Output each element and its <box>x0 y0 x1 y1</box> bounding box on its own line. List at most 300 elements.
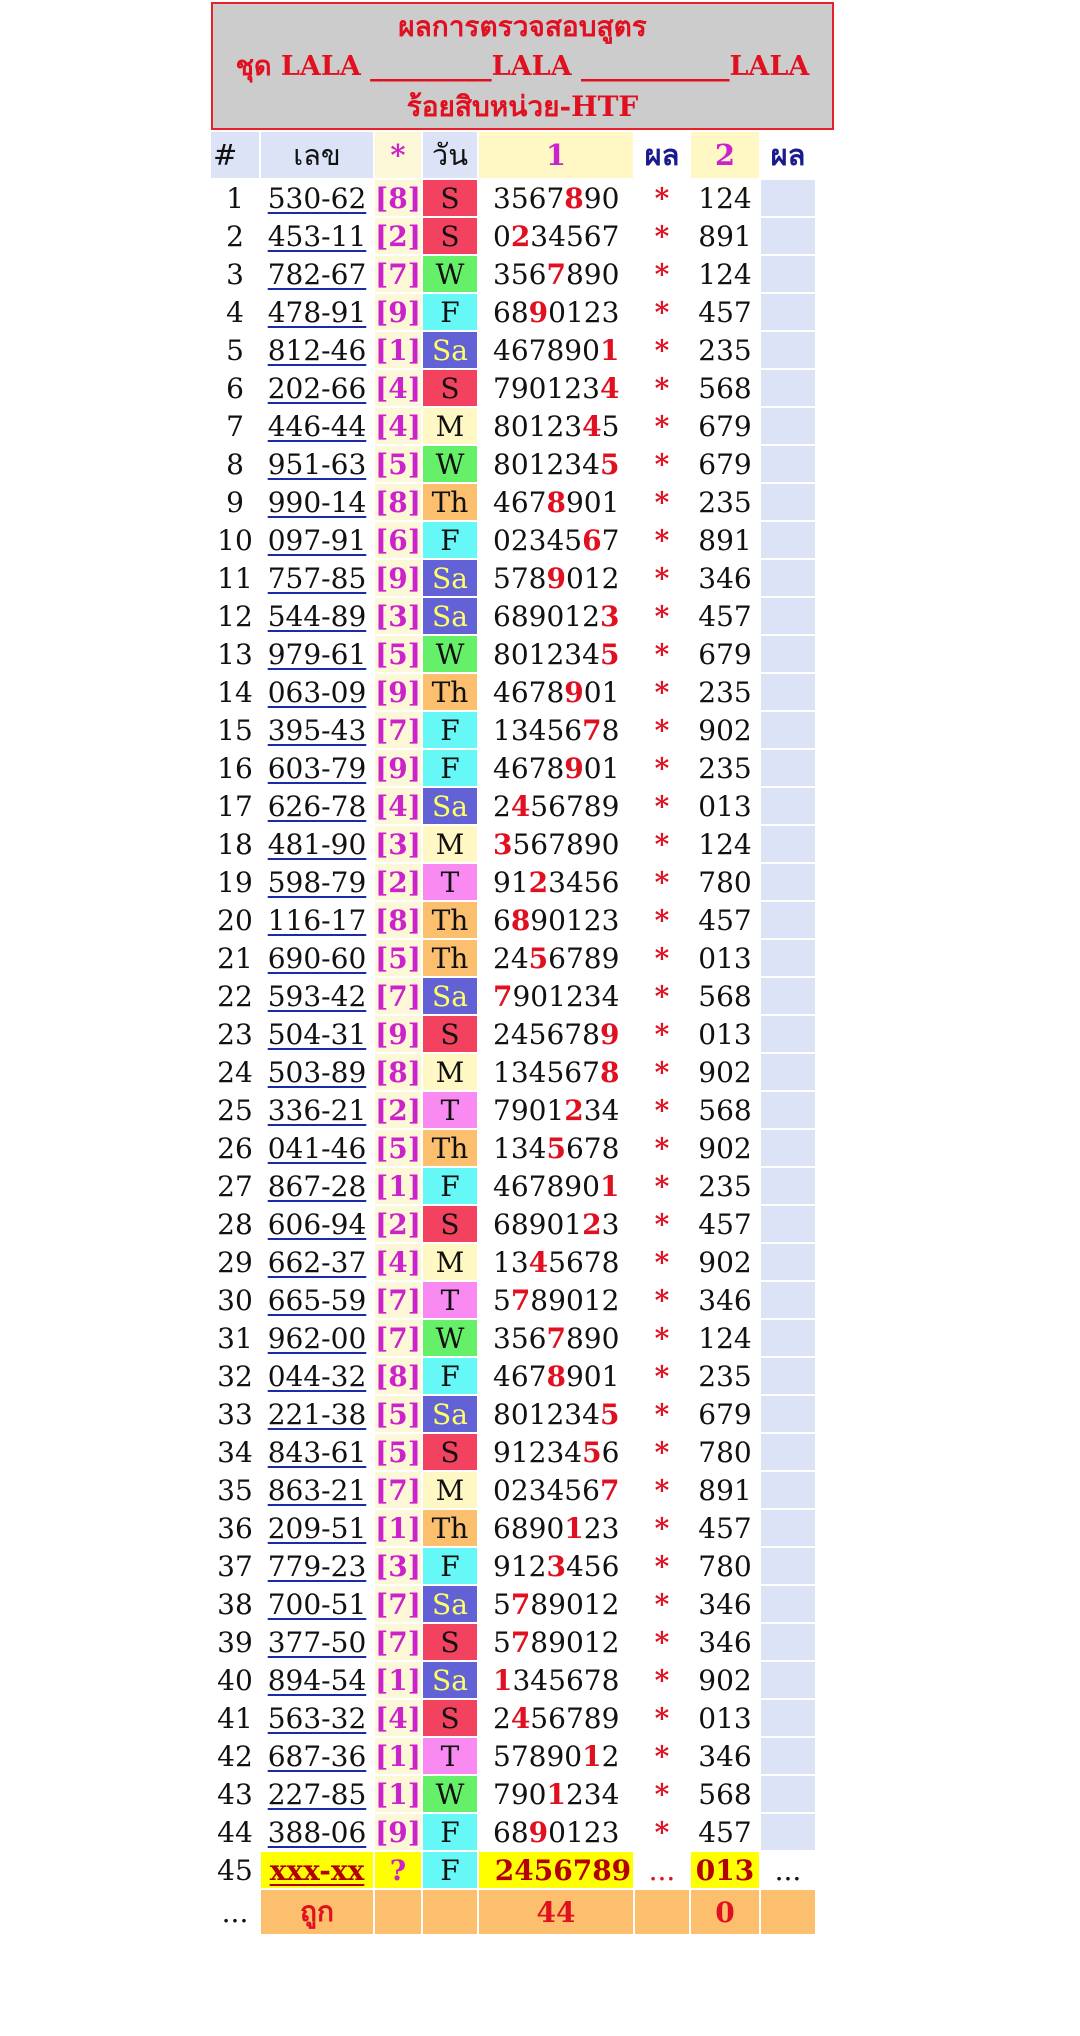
row-index: 40 <box>211 1662 259 1698</box>
row-day: Th <box>423 674 477 710</box>
digit: 5 <box>530 789 549 823</box>
digit: 9 <box>565 485 584 519</box>
row-number[interactable] <box>261 1776 373 1812</box>
table-row <box>211 484 815 520</box>
row-set-2: 679 <box>691 1396 759 1432</box>
row-result-2 <box>761 1168 815 1204</box>
row-number[interactable] <box>261 1586 373 1622</box>
row-day: W <box>423 1320 477 1356</box>
row-number-link[interactable]: 041-46 <box>267 1131 367 1165</box>
digit: 5 <box>510 1321 529 1355</box>
table-row <box>211 522 815 558</box>
row-star: [1] <box>375 1169 421 1203</box>
digit: 5 <box>492 1739 511 1773</box>
digit: 4 <box>492 1169 511 1203</box>
col-header-set-1: 1 <box>479 132 633 178</box>
row-number-link[interactable]: 665-59 <box>267 1283 367 1317</box>
row-day: Th <box>423 940 477 976</box>
digit: 2 <box>546 1397 565 1431</box>
digit: 7 <box>528 1169 547 1203</box>
row-star: [2] <box>375 219 421 253</box>
digit: 6 <box>548 941 566 975</box>
digit: 0 <box>510 409 529 443</box>
digit: 5 <box>492 1283 511 1317</box>
row-set-1 <box>479 370 633 406</box>
digit: 9 <box>548 1283 566 1317</box>
row-number-link[interactable]: 951-63 <box>267 447 367 481</box>
row-number[interactable] <box>261 1472 373 1508</box>
digit: 9 <box>528 599 547 633</box>
digit: 9 <box>548 1587 566 1621</box>
row-index: 1 <box>211 180 259 216</box>
digit: 7 <box>582 1055 600 1089</box>
row-star: [2] <box>375 865 421 899</box>
digit: 5 <box>601 409 620 443</box>
row-number[interactable] <box>261 218 373 254</box>
row-number[interactable] <box>261 788 373 824</box>
digit: 6 <box>565 1663 584 1697</box>
digit: 1 <box>601 1359 620 1393</box>
row-number-link[interactable]: 544-89 <box>267 599 367 633</box>
row-star: [7] <box>375 1587 421 1621</box>
row-number-link[interactable]: 504-31 <box>267 1017 367 1051</box>
digit: 5 <box>583 865 602 899</box>
row-number[interactable] <box>261 1814 373 1850</box>
row-set-2: 457 <box>691 1206 759 1242</box>
table-row <box>211 1624 815 1660</box>
row-number-link[interactable]: 388-06 <box>267 1815 367 1849</box>
title-line-3: ร้อยสิบหน่วย-HTF <box>406 90 639 123</box>
row-index: 36 <box>211 1510 259 1546</box>
row-number-link[interactable]: 563-32 <box>267 1701 367 1735</box>
row-number-link[interactable]: 863-21 <box>267 1473 367 1507</box>
row-result-1: * <box>635 1738 689 1774</box>
digit: 6 <box>546 1017 565 1051</box>
row-set-1 <box>479 1358 633 1394</box>
row-number[interactable] <box>261 256 373 292</box>
row-day: Th <box>423 484 477 520</box>
row-number[interactable] <box>261 1624 373 1660</box>
row-result-1: * <box>635 1358 689 1394</box>
row-set-2: 457 <box>691 1510 759 1546</box>
digit: 5 <box>564 523 583 557</box>
row-number-link[interactable]: 979-61 <box>267 637 367 671</box>
digit: 9 <box>583 1321 602 1355</box>
digit: 0 <box>601 827 620 861</box>
table-row <box>211 218 815 254</box>
hit-digit: 7 <box>510 1283 531 1317</box>
digit: 6 <box>601 865 620 899</box>
digit: 4 <box>601 1777 620 1811</box>
row-number[interactable] <box>261 826 373 862</box>
row-set-1 <box>479 1130 633 1166</box>
row-index: 29 <box>211 1244 259 1280</box>
row-result-1: * <box>635 1662 689 1698</box>
digit: 2 <box>510 1473 529 1507</box>
row-index: 5 <box>211 332 259 368</box>
digit: 2 <box>492 1017 511 1051</box>
digit: 1 <box>510 865 529 899</box>
row-set-2: 891 <box>691 218 759 254</box>
row-number[interactable] <box>261 332 373 368</box>
row-result-1: * <box>635 1054 689 1090</box>
row-result-2 <box>761 1586 815 1622</box>
row-number[interactable] <box>261 864 373 900</box>
row-number[interactable] <box>261 1434 373 1470</box>
row-number[interactable] <box>261 940 373 976</box>
row-index: 4 <box>211 294 259 330</box>
row-number-link[interactable]: 867-28 <box>267 1169 367 1203</box>
row-day: W <box>423 636 477 672</box>
digit: 1 <box>601 751 620 785</box>
row-result-2 <box>761 1396 815 1432</box>
row-set-1 <box>479 902 633 938</box>
digit: 4 <box>528 713 547 747</box>
row-result-1: * <box>635 522 689 558</box>
table-row <box>211 1814 815 1850</box>
hit-digit: 8 <box>564 181 584 215</box>
digit: 0 <box>546 1207 565 1241</box>
digit: 1 <box>510 1435 529 1469</box>
digit: 1 <box>510 1549 529 1583</box>
row-number[interactable] <box>261 446 373 482</box>
row-number[interactable] <box>261 1510 373 1546</box>
digit: 3 <box>564 409 583 443</box>
digit: 0 <box>565 561 584 595</box>
digit: 1 <box>528 409 547 443</box>
digit: 4 <box>601 1093 620 1127</box>
digit: 4 <box>601 979 620 1013</box>
digit: 1 <box>564 1207 583 1241</box>
row-number-link[interactable]: 757-85 <box>267 561 367 595</box>
row-star: [6] <box>375 523 421 557</box>
digit: 4 <box>582 1397 600 1431</box>
row-result-1: * <box>635 902 689 938</box>
row-number[interactable] <box>261 1244 373 1280</box>
row-star: [7] <box>375 1473 421 1507</box>
digit: 3 <box>601 1815 620 1849</box>
digit: 2 <box>601 1587 620 1621</box>
row-number-link[interactable]: 395-43 <box>267 713 367 747</box>
digit: 7 <box>492 1093 511 1127</box>
row-number[interactable] <box>261 712 373 748</box>
digit: 4 <box>546 1473 565 1507</box>
row-number-link[interactable]: 209-51 <box>267 1511 367 1545</box>
row-index: 19 <box>211 864 259 900</box>
row-star: [5] <box>375 1435 421 1469</box>
digit: 0 <box>565 1283 584 1317</box>
digit: 1 <box>546 371 565 405</box>
row-set-2: 013 <box>691 1016 759 1052</box>
row-result-1: * <box>635 598 689 634</box>
digit: 2 <box>601 1739 620 1773</box>
row-set-2: 457 <box>691 902 759 938</box>
row-set-2: 780 <box>691 1434 759 1470</box>
row-number-link[interactable]: 116-17 <box>267 903 367 937</box>
row-result-2 <box>761 446 815 482</box>
row-day: F <box>423 1548 477 1584</box>
row-result-1: * <box>635 1510 689 1546</box>
digit: 2 <box>546 447 565 481</box>
row-number[interactable] <box>261 1358 373 1394</box>
row-result-1: * <box>635 1092 689 1128</box>
row-number[interactable] <box>261 370 373 406</box>
row-set-2: 235 <box>691 1358 759 1394</box>
digit: 9 <box>512 979 531 1013</box>
row-set-1 <box>479 180 633 216</box>
hit-digit: 7 <box>492 979 513 1013</box>
digit: 6 <box>492 599 511 633</box>
digit: 6 <box>565 1131 584 1165</box>
row-number[interactable] <box>261 522 373 558</box>
digit: 6 <box>492 1815 511 1849</box>
row-day: Sa <box>423 332 477 368</box>
digit: 7 <box>528 333 547 367</box>
row-number[interactable] <box>261 408 373 444</box>
row-day: Sa <box>423 1662 477 1698</box>
row-number-link[interactable]: 202-66 <box>267 371 367 405</box>
row-number[interactable] <box>261 1548 373 1584</box>
digit: 2 <box>583 1511 602 1545</box>
table-row <box>211 1548 815 1584</box>
row-set-2: 891 <box>691 1472 759 1508</box>
digit: 9 <box>565 1359 584 1393</box>
digit: 2 <box>492 789 511 823</box>
digit: 0 <box>565 1625 584 1659</box>
total-result-2-blank <box>761 1890 815 1934</box>
row-number[interactable] <box>261 1320 373 1356</box>
pending-number[interactable]: xxx-xx <box>261 1852 373 1888</box>
digit: 0 <box>492 523 511 557</box>
row-number[interactable] <box>261 674 373 710</box>
row-number-link[interactable]: 687-36 <box>267 1739 367 1773</box>
pending-result-2: ... <box>761 1852 815 1888</box>
digit: 9 <box>492 1435 511 1469</box>
row-result-2 <box>761 484 815 520</box>
row-day: M <box>423 1472 477 1508</box>
hit-digit: 1 <box>492 1663 513 1697</box>
row-number-link[interactable]: 446-44 <box>267 409 367 443</box>
row-number[interactable] <box>261 750 373 786</box>
row-set-1 <box>479 294 633 330</box>
row-result-1: * <box>635 560 689 596</box>
row-number-link[interactable]: 598-79 <box>267 865 367 899</box>
row-star: [4] <box>375 409 421 443</box>
digit: 8 <box>601 713 620 747</box>
row-number[interactable] <box>261 902 373 938</box>
table-row <box>211 294 815 330</box>
title-line-2: ชุด LALA _________LALA ___________LALA <box>235 51 810 82</box>
row-number-link[interactable]: 962-00 <box>267 1321 367 1355</box>
row-result-2 <box>761 1776 815 1812</box>
digit: 2 <box>565 1777 584 1811</box>
digit: 9 <box>601 941 620 975</box>
row-index: 2 <box>211 218 259 254</box>
row-number-link[interactable]: 044-32 <box>267 1359 367 1393</box>
row-number-link[interactable]: 779-23 <box>267 1549 367 1583</box>
row-number-link[interactable]: 690-60 <box>267 941 367 975</box>
pending-set-2: 013 <box>691 1852 759 1888</box>
row-number[interactable] <box>261 1396 373 1432</box>
row-star: [4] <box>375 1245 421 1279</box>
row-set-1 <box>479 1206 633 1242</box>
row-number[interactable] <box>261 1168 373 1204</box>
row-set-1 <box>479 1168 633 1204</box>
row-number[interactable] <box>261 1282 373 1318</box>
digit: 1 <box>564 599 583 633</box>
row-day: S <box>423 1434 477 1470</box>
digit: 5 <box>510 181 529 215</box>
digit: 2 <box>564 371 583 405</box>
row-number[interactable] <box>261 636 373 672</box>
row-result-1: * <box>635 788 689 824</box>
digit: 6 <box>565 1245 584 1279</box>
row-number-link[interactable]: 700-51 <box>267 1587 367 1621</box>
digit: 3 <box>564 1397 583 1431</box>
row-number-link[interactable]: 894-54 <box>267 1663 367 1697</box>
row-day: T <box>423 1092 477 1128</box>
digit: 3 <box>601 1207 620 1241</box>
row-number[interactable] <box>261 1662 373 1698</box>
row-index: 16 <box>211 750 259 786</box>
row-result-1: * <box>635 978 689 1014</box>
row-number-link[interactable]: 336-21 <box>267 1093 367 1127</box>
row-number[interactable] <box>261 1016 373 1052</box>
row-result-2 <box>761 1434 815 1470</box>
hit-digit: 7 <box>599 1473 620 1507</box>
row-number[interactable] <box>261 978 373 1014</box>
table-row <box>211 1054 815 1090</box>
row-number-link[interactable]: 097-91 <box>267 523 367 557</box>
row-result-2 <box>761 788 815 824</box>
row-number[interactable] <box>261 1700 373 1736</box>
row-set-2: 679 <box>691 636 759 672</box>
digit: 0 <box>583 1359 602 1393</box>
row-index: 35 <box>211 1472 259 1508</box>
row-set-2: 902 <box>691 1662 759 1698</box>
digit: 5 <box>530 1701 549 1735</box>
row-number-link[interactable]: 377-50 <box>267 1625 367 1659</box>
row-day: W <box>423 1776 477 1812</box>
row-number-link[interactable]: 626-78 <box>267 789 367 823</box>
row-number-link[interactable]: 606-94 <box>267 1207 367 1241</box>
table-row <box>211 1434 815 1470</box>
row-number-link[interactable]: 843-61 <box>267 1435 367 1469</box>
row-number[interactable] <box>261 1130 373 1166</box>
digit: 2 <box>546 409 565 443</box>
digit: 0 <box>548 295 566 329</box>
hit-digit: 1 <box>599 1169 620 1203</box>
row-day: F <box>423 522 477 558</box>
row-number-link[interactable]: 478-91 <box>267 295 367 329</box>
digit: 0 <box>601 257 620 291</box>
row-number[interactable] <box>261 1092 373 1128</box>
row-index: 15 <box>211 712 259 748</box>
row-number[interactable] <box>261 180 373 216</box>
digit: 0 <box>528 371 547 405</box>
row-number-link[interactable]: 812-46 <box>267 333 367 367</box>
row-number[interactable] <box>261 1206 373 1242</box>
row-set-2: 457 <box>691 1814 759 1850</box>
row-result-1: * <box>635 1700 689 1736</box>
digit: 0 <box>510 637 529 671</box>
digit: 4 <box>564 1435 583 1469</box>
row-number[interactable] <box>261 560 373 596</box>
row-set-2: 124 <box>691 1320 759 1356</box>
hit-digit: 4 <box>528 1245 549 1279</box>
row-star: [5] <box>375 447 421 481</box>
row-result-1: * <box>635 712 689 748</box>
digit: 1 <box>565 903 584 937</box>
row-number-link[interactable]: 662-37 <box>267 1245 367 1279</box>
digit: 9 <box>564 333 583 367</box>
digit: 1 <box>583 1283 602 1317</box>
row-star: [9] <box>375 1815 421 1849</box>
digit: 4 <box>530 1663 549 1697</box>
row-number-link[interactable]: 481-90 <box>267 827 367 861</box>
row-star: [8] <box>375 1359 421 1393</box>
row-day: T <box>423 1282 477 1318</box>
digit: 4 <box>492 333 511 367</box>
row-number-link[interactable]: 453-11 <box>267 219 367 253</box>
row-set-2: 346 <box>691 1624 759 1660</box>
row-number-link[interactable]: 530-62 <box>267 181 367 215</box>
row-number-link[interactable]: 593-42 <box>267 979 367 1013</box>
digit: 8 <box>583 789 602 823</box>
row-number[interactable] <box>261 598 373 634</box>
digit: 3 <box>492 1321 511 1355</box>
row-number[interactable] <box>261 294 373 330</box>
row-number[interactable] <box>261 1054 373 1090</box>
hit-digit: 1 <box>564 1511 584 1545</box>
digit: 2 <box>492 941 511 975</box>
row-number[interactable] <box>261 484 373 520</box>
digit: 3 <box>492 181 511 215</box>
row-day: S <box>423 218 477 254</box>
digit: 3 <box>546 1435 565 1469</box>
digit: 7 <box>565 1701 584 1735</box>
row-number-link[interactable]: 227-85 <box>267 1777 367 1811</box>
table-row <box>211 1244 815 1280</box>
table-row <box>211 1282 815 1318</box>
row-number-link[interactable]: 063-09 <box>267 675 367 709</box>
row-result-2 <box>761 256 815 292</box>
digit: 5 <box>564 1473 583 1507</box>
row-index: 28 <box>211 1206 259 1242</box>
digit: 1 <box>492 1245 511 1279</box>
digit: 3 <box>601 903 620 937</box>
row-number[interactable] <box>261 1738 373 1774</box>
row-set-2: 568 <box>691 370 759 406</box>
row-set-1 <box>479 1586 633 1622</box>
digit: 7 <box>565 941 584 975</box>
total-row <box>211 1890 815 1934</box>
row-set-1 <box>479 522 633 558</box>
row-result-2 <box>761 1054 815 1090</box>
digit: 6 <box>548 1701 566 1735</box>
row-number-link[interactable]: 503-89 <box>267 1055 367 1089</box>
total-result-1-blank <box>635 1890 689 1934</box>
pending-set-1: 2456789 <box>479 1852 633 1888</box>
row-number-link[interactable]: 990-14 <box>267 485 367 519</box>
digit: 3 <box>510 1055 529 1089</box>
row-number-link[interactable]: 782-67 <box>267 257 367 291</box>
row-number-link[interactable]: 221-38 <box>267 1397 367 1431</box>
digit: 7 <box>583 1663 602 1697</box>
pending-day: F <box>423 1852 477 1888</box>
row-set-1 <box>479 674 633 710</box>
row-number-link[interactable]: 603-79 <box>267 751 367 785</box>
